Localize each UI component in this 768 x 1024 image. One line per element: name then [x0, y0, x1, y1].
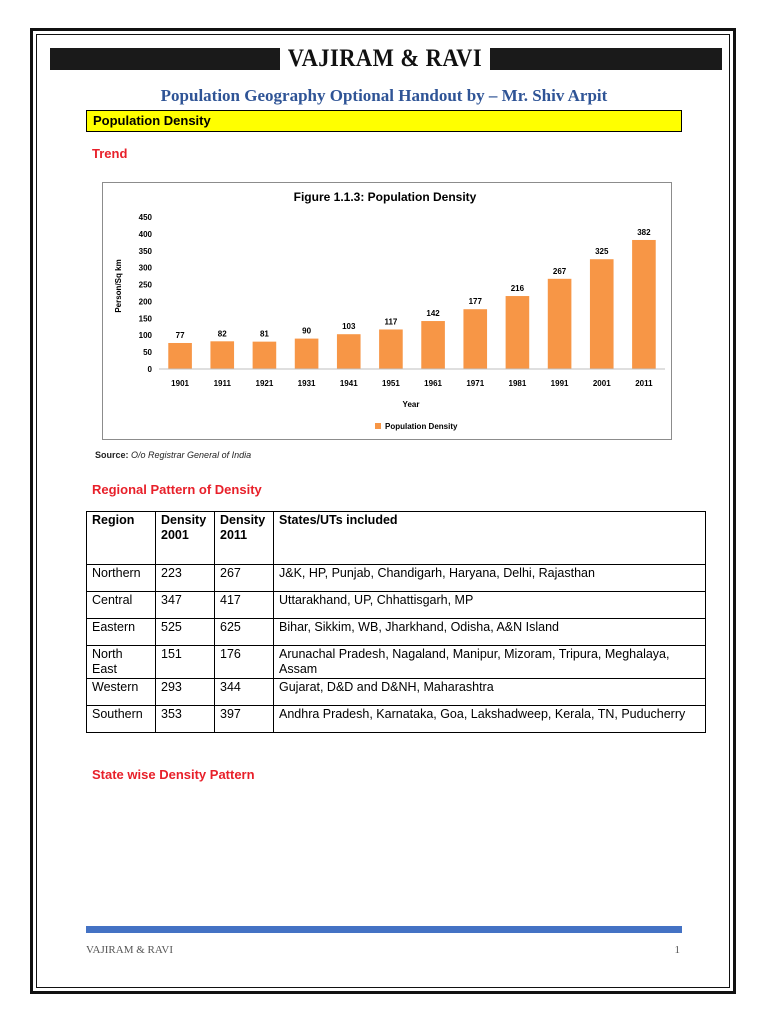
legend-label: Population Density: [385, 422, 458, 431]
x-tick-label: 1961: [424, 379, 442, 388]
y-axis-label: Person/Sq km: [114, 259, 123, 313]
source-text: O/o Registrar General of India: [131, 450, 252, 460]
table-cell: 267: [215, 565, 274, 592]
brand-logo: [280, 42, 490, 76]
table-cell: Andhra Pradesh, Karnataka, Goa, Lakshadweep, Kerala, TN, Puducherry: [274, 706, 706, 733]
y-tick-label: 250: [138, 280, 152, 290]
y-tick-label: 300: [138, 263, 152, 273]
table-cell: North East: [87, 646, 156, 679]
data-label: 90: [302, 326, 312, 336]
bar: [632, 240, 656, 369]
table-cell: 397: [215, 706, 274, 733]
bar: [548, 279, 572, 369]
y-tick-label: 200: [138, 297, 152, 307]
data-label: 81: [259, 329, 269, 339]
x-tick-label: 1931: [297, 379, 316, 388]
y-tick-label: 50: [143, 348, 152, 358]
chart-legend: [375, 422, 458, 431]
bar: [506, 296, 530, 369]
table-cell: 417: [215, 592, 274, 619]
x-tick-label: 1901: [171, 379, 189, 388]
x-tick-label: 1971: [466, 379, 485, 388]
x-tick-label: 1941: [339, 379, 358, 388]
table-cell: 625: [215, 619, 274, 646]
data-label: 382: [637, 227, 651, 237]
x-tick-label: 2011: [635, 379, 653, 388]
table-cell: 525: [156, 619, 215, 646]
table-row: [87, 592, 706, 619]
regional-density-table: [86, 511, 706, 733]
table-header-cell: Density 2011: [215, 512, 274, 565]
y-tick-label: 0: [147, 365, 152, 374]
table-cell: 151: [156, 646, 215, 679]
page-number: 1: [674, 944, 680, 956]
table-cell: 344: [215, 679, 274, 706]
bar: [337, 334, 361, 369]
x-tick-label: 2001: [592, 379, 611, 388]
section-title: Population Density: [93, 113, 211, 128]
table-cell: Eastern: [87, 619, 156, 646]
chart-source: [95, 450, 251, 460]
bar: [210, 341, 234, 369]
table-header-cell: Density 2001: [156, 512, 215, 565]
y-tick-label: 450: [138, 213, 152, 222]
data-label: 142: [426, 309, 440, 319]
footer-brand: VAJIRAM & RAVI: [86, 944, 174, 956]
table-cell: Southern: [87, 706, 156, 733]
heading-regional-pattern: Regional Pattern of Density: [92, 482, 262, 497]
data-label: 103: [342, 322, 356, 332]
table-cell: Gujarat, D&D and D&NH, Maharashtra: [274, 679, 706, 706]
bars: [168, 228, 655, 369]
table-row: [87, 679, 706, 706]
x-tick-label: 1981: [508, 379, 527, 388]
data-label: 267: [552, 266, 567, 276]
data-label: 216: [510, 284, 525, 294]
data-label: 177: [468, 297, 482, 307]
bar: [168, 343, 192, 369]
chart-svg: [103, 183, 671, 439]
bar: [295, 339, 319, 369]
table-row: [87, 619, 706, 646]
source-label: Source:: [95, 450, 129, 460]
table-cell: 347: [156, 592, 215, 619]
table-cell: Uttarakhand, UP, Chhattisgarh, MP: [274, 592, 706, 619]
y-tick-label: 100: [138, 331, 152, 341]
x-tick-label: 1921: [255, 379, 274, 388]
x-tick-label: 1951: [382, 379, 400, 388]
brand-name: VAJIRAM & RAVI: [287, 45, 483, 72]
table-cell: Western: [87, 679, 156, 706]
data-label: 117: [384, 317, 398, 327]
section-title-bar: [86, 110, 682, 132]
table-header-cell: Region: [87, 512, 156, 565]
table-cell: Central: [87, 592, 156, 619]
table-header-cell: States/UTs included: [274, 512, 706, 565]
table-cell: 293: [156, 679, 215, 706]
x-tick-label: 1911: [213, 379, 231, 388]
data-label: 82: [217, 329, 227, 339]
y-axis: [139, 213, 153, 374]
y-tick-label: 150: [138, 314, 152, 324]
bar: [379, 329, 403, 369]
table-cell: Northern: [87, 565, 156, 592]
table-cell: 176: [215, 646, 274, 679]
bar: [253, 342, 277, 369]
heading-trend: Trend: [92, 146, 128, 161]
bar: [590, 259, 614, 369]
legend-swatch: [375, 423, 381, 429]
table-header-row: [87, 512, 706, 565]
heading-state-wise: State wise Density Pattern: [92, 767, 255, 782]
table-cell: Bihar, Sikkim, WB, Jharkhand, Odisha, A&N Island: [274, 619, 706, 646]
y-tick-label: 400: [138, 229, 152, 239]
table-row: [87, 706, 706, 733]
table-row: [87, 565, 706, 592]
bar: [463, 309, 487, 369]
x-axis: [159, 369, 665, 388]
footer-divider: [86, 926, 682, 933]
x-axis-label: Year: [402, 400, 420, 409]
chart-title: Figure 1.1.3: Population Density: [293, 190, 477, 204]
table-cell: J&K, HP, Punjab, Chandigarh, Haryana, Delhi, Rajasthan: [274, 565, 706, 592]
population-density-chart: [102, 182, 672, 440]
table-row: [87, 646, 706, 679]
data-label: 77: [175, 330, 185, 340]
bar: [421, 321, 445, 369]
table-cell: Arunachal Pradesh, Nagaland, Manipur, Mizoram, Tripura, Meghalaya, Assam: [274, 646, 706, 679]
table-cell: 223: [156, 565, 215, 592]
x-tick-label: 1991: [550, 379, 569, 388]
document-title: Population Geography Optional Handout by – Mr. Shiv Arpit: [160, 86, 608, 105]
data-label: 325: [595, 247, 609, 257]
y-tick-label: 350: [138, 246, 152, 256]
table-cell: 353: [156, 706, 215, 733]
